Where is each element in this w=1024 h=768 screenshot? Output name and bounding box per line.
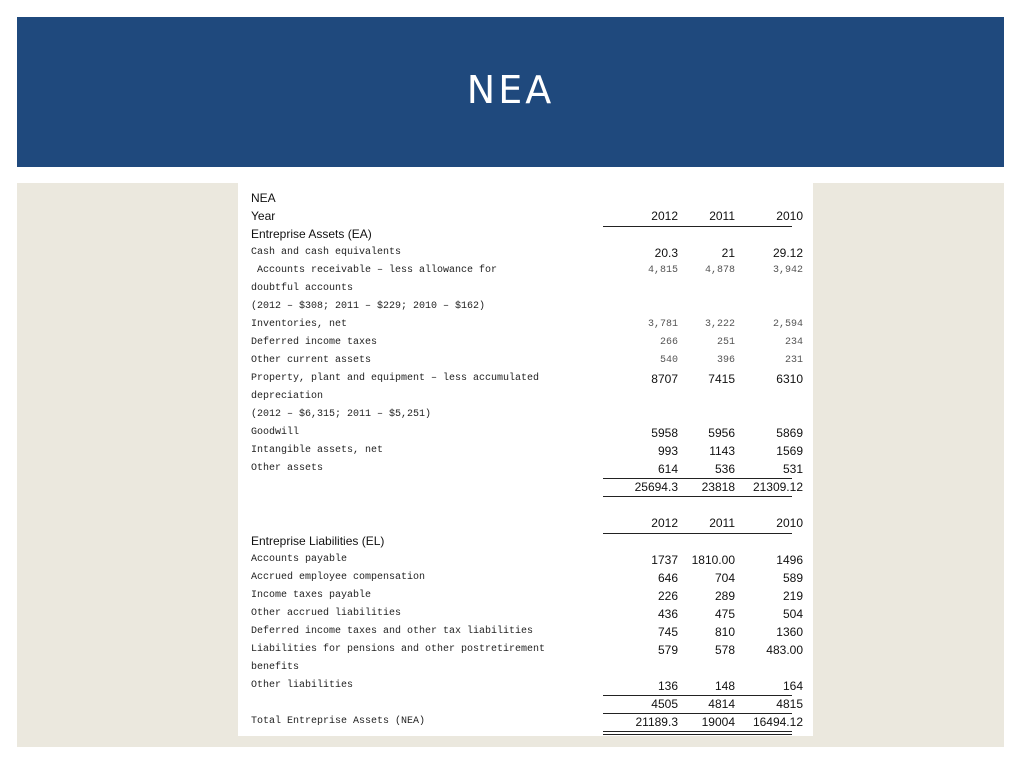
table-row: [251, 569, 803, 587]
table-row: [251, 659, 799, 677]
table-title: NEA: [251, 191, 276, 205]
nea-2010: 16494.12: [752, 715, 803, 729]
table-row: [251, 424, 803, 442]
table-row: [251, 334, 803, 352]
table-row: [251, 641, 803, 659]
total-2012: 4505: [651, 697, 678, 711]
cell-2010: 3,942: [772, 265, 803, 276]
total-2010: 21309.12: [752, 480, 803, 494]
cell-2010: 1360: [776, 625, 803, 639]
cell-2012: 5958: [651, 426, 678, 440]
cell-2011: 21: [721, 246, 735, 260]
nea-label: Total Entreprise Assets (NEA): [251, 716, 426, 727]
row-label: Inventories, net: [251, 319, 348, 330]
slide-title-banner: [17, 17, 1004, 167]
row-label: Accrued employee compensation: [251, 572, 426, 583]
table-row: [251, 551, 803, 569]
cell-2011: 578: [714, 643, 735, 657]
table-row: [251, 460, 803, 478]
cell-2011: 3,222: [704, 319, 735, 330]
row-label: Deferred income taxes and other tax liabilities: [251, 626, 534, 637]
cell-2011: 251: [716, 337, 735, 348]
cell-2011: 810: [714, 625, 735, 639]
nea-2011: 19004: [701, 715, 735, 729]
row-label: Liabilities for pensions and other postretirement: [251, 644, 546, 655]
cell-2012: 1737: [651, 553, 678, 567]
nea-total-row: [251, 713, 803, 731]
year-header-row: [251, 207, 803, 225]
row-label: Other assets: [251, 463, 324, 474]
table-row: [251, 316, 803, 334]
cell-2010: 6310: [776, 372, 803, 386]
cell-2012: 4,815: [647, 265, 678, 276]
cell-2011: 396: [716, 355, 735, 366]
row-label: Other current assets: [251, 355, 372, 366]
table-row: [251, 262, 803, 280]
cell-2011: 4,878: [704, 265, 735, 276]
cell-2010: 483.00: [766, 643, 803, 657]
liabilities-heading: Entreprise Liabilities (EL): [251, 534, 385, 548]
cell-2011: 704: [714, 571, 735, 585]
year-label: Year: [251, 209, 276, 223]
cell-2011: 475: [714, 607, 735, 621]
row-label: Deferred income taxes: [251, 337, 378, 348]
year-2012: 2012: [651, 209, 678, 223]
cell-2012: 579: [657, 643, 678, 657]
year-2010: 2010: [776, 209, 803, 223]
row-label: Goodwill: [251, 427, 300, 438]
nea-2012: 21189.3: [635, 715, 678, 729]
cell-2012: 540: [659, 355, 678, 366]
table-row: [251, 623, 803, 641]
cell-2012: 993: [657, 444, 678, 458]
cell-2010: 531: [782, 462, 803, 476]
total-2010: 4815: [776, 697, 803, 711]
cell-2011: 536: [714, 462, 735, 476]
cell-2012: 646: [657, 571, 678, 585]
row-label: Property, plant and equipment – less accumulated: [251, 373, 540, 384]
table-row: [251, 442, 803, 460]
year-2011: 2011: [709, 209, 735, 223]
liabilities-heading-row: [251, 532, 799, 550]
year-2010: 2010: [776, 516, 803, 530]
cell-2010: 164: [782, 679, 803, 693]
table-title-row: [251, 189, 799, 207]
row-label: Intangible assets, net: [251, 445, 384, 456]
table-row: [251, 244, 803, 262]
double-total-rule: [603, 731, 792, 735]
assets-total-row: [251, 478, 803, 496]
assets-heading: Entreprise Assets (EA): [251, 227, 372, 241]
table-row: [251, 298, 799, 316]
cell-2012: 20.3: [654, 246, 678, 260]
cell-2012: 226: [657, 589, 678, 603]
cell-2010: 234: [784, 337, 803, 348]
table-row: [251, 677, 803, 695]
cell-2012: 436: [657, 607, 678, 621]
cell-2010: 5869: [776, 426, 803, 440]
nea-table: [238, 183, 813, 736]
cell-2012: 3,781: [647, 319, 678, 330]
row-label: doubtful accounts: [251, 283, 354, 294]
cell-2011: 289: [714, 589, 735, 603]
row-label: depreciation: [251, 391, 324, 402]
total-2012: 25694.3: [634, 480, 678, 494]
row-label: Cash and cash equivalents: [251, 247, 402, 258]
table-row: [251, 406, 799, 424]
liabilities-year-header-row: [251, 514, 803, 532]
cell-2010: 589: [782, 571, 803, 585]
row-label: Income taxes payable: [251, 590, 372, 601]
cell-2012: 745: [657, 625, 678, 639]
cell-2011: 7415: [708, 372, 735, 386]
row-label: Accounts receivable – less allowance for: [251, 265, 498, 276]
row-label: benefits: [251, 662, 300, 673]
cell-2010: 1569: [776, 444, 803, 458]
cell-2012: 614: [657, 462, 678, 476]
cell-2011: 5956: [708, 426, 735, 440]
table-row: [251, 352, 803, 370]
year-2011: 2011: [709, 516, 735, 530]
row-label: Accounts payable: [251, 554, 348, 565]
cell-2010: 2,594: [772, 319, 803, 330]
row-label: (2012 – $6,315; 2011 – $5,251): [251, 409, 432, 420]
table-row: [251, 587, 803, 605]
cell-2010: 219: [782, 589, 803, 603]
total-2011: 4814: [708, 697, 735, 711]
assets-heading-row: [251, 225, 799, 243]
row-label: Other liabilities: [251, 680, 354, 691]
cell-2012: 136: [657, 679, 678, 693]
row-label: Other accrued liabilities: [251, 608, 402, 619]
cell-2010: 231: [784, 355, 803, 366]
table-row: [251, 370, 803, 388]
table-row: [251, 280, 799, 298]
table-row: [251, 605, 803, 623]
cell-2010: 29.12: [772, 246, 803, 260]
row-label: (2012 – $308; 2011 – $229; 2010 – $162): [251, 301, 486, 312]
cell-2011: 148: [714, 679, 735, 693]
table-row: [251, 388, 799, 406]
cell-2011: 1143: [709, 444, 735, 458]
total-rule: [603, 496, 792, 497]
liabilities-total-row: [251, 695, 803, 713]
cell-2010: 1496: [776, 553, 803, 567]
cell-2012: 8707: [651, 372, 678, 386]
cell-2010: 504: [782, 607, 803, 621]
cell-2012: 266: [659, 337, 678, 348]
year-2012: 2012: [651, 516, 678, 530]
slide-title: NEA: [466, 68, 555, 112]
total-2011: 23818: [701, 480, 735, 494]
cell-2011: 1810.00: [691, 553, 735, 567]
